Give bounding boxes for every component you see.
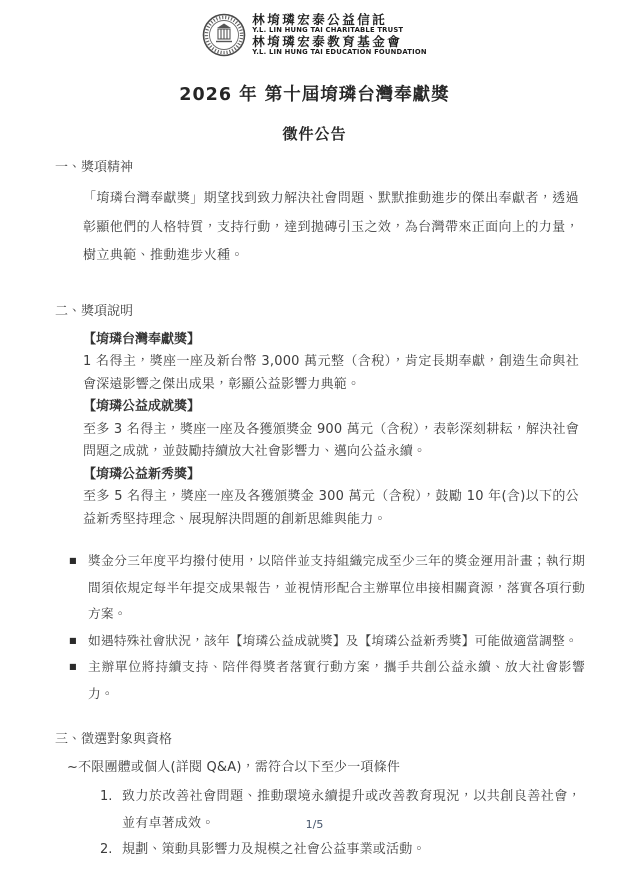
section-heading-award-spirit: 一、獎項精神	[55, 160, 134, 175]
award-list	[0, 329, 629, 532]
award-notes-list	[0, 548, 629, 707]
square-bullet-icon: ■	[69, 662, 77, 671]
criterion-social-improvement: 致力於改善社會問題、推動環境永續提升或改善教育現況，以共創良善社會，並有卓著成效。	[122, 789, 581, 831]
section-heading-award-description: 二、獎項說明	[55, 303, 134, 319]
note-organizer-support: 主辦單位將持續支持、陪伴得獎者落實行動方案，攜手共創公益永續、放大社會影響力。	[88, 659, 585, 701]
page-number: 1/5	[305, 818, 324, 831]
award-spirit-paragraph: 「堉璘台灣奉獻獎」期望找到致力解決社會問題、默默推動進步的傑出奉獻者，透過彰顯他們的人格特質，支持行動，達到拋磚引玉之效，為台灣帶來正面向上的力量，樹立典範、推動進步火種。	[83, 191, 579, 263]
list-item	[69, 654, 585, 707]
logo-foundation-name-zh: 林堉璘宏泰教育基金會	[252, 34, 403, 49]
criterion-public-welfare: 規劃、策動具影響力及規模之社會公益事業或活動。	[122, 842, 426, 857]
list-item	[69, 548, 585, 628]
list-item	[100, 837, 581, 864]
list-item-number: 2.	[100, 842, 113, 857]
award-desc-charity-rising-star: 至多 5 名得主，獎座一座及各獲頒獎金 300 萬元（含稅），鼓勵 10 年(含)以下的公益新秀堅持理念、展現解決問題的創新思維與能力。	[83, 489, 579, 527]
award-name-charity-rising-star: 【堉璘公益新秀獎】	[83, 466, 201, 482]
logo-trust-name-zh: 林堉璘宏泰公益信託	[252, 12, 388, 28]
note-grant-disbursement: 獎金分三年度平均撥付使用，以陪伴並支持組織完成至少三年的獎金運用計畫；執行期間須依規定每半年提交成果報告，並視情形配合主辦單位串接相關資源，落實各項行動方案。	[88, 553, 585, 621]
document-subtitle: 徵件公告	[282, 125, 347, 143]
award-name-charity-achievement: 【堉璘公益成就獎】	[83, 399, 201, 414]
foundation-seal-icon	[202, 13, 246, 57]
award-desc-charity-achievement: 至多 3 名得主，獎座一座及各獲頒獎金 900 萬元（含稅），表彰深刻耕耘，解決社會問題之成就，並鼓勵持續放大社會影響力、邁向公益永續。	[83, 421, 579, 459]
document-title: 2026 年 第十屆堉璘台灣奉獻獎	[179, 85, 450, 105]
award-desc-taiwan-dedication: 1 名得主，獎座一座及新台幣 3,000 萬元整（含稅），肯定長期奉獻，創造生命與社會深遠影響之傑出成果，彰顯公益影響力典範。	[83, 354, 579, 392]
section-heading-eligibility: 三、徵選對象與資格	[55, 732, 173, 747]
eligibility-intro: ~不限團體或個人(詳閱 Q&A)，需符合以下至少一項條件	[67, 760, 401, 775]
square-bullet-icon: ■	[69, 635, 77, 645]
list-item	[69, 628, 585, 655]
logo-foundation-name-en: Y.L. LIN HUNG TAI EDUCATION FOUNDATION	[252, 48, 427, 56]
award-name-taiwan-dedication: 【堉璘台灣奉獻獎】	[83, 331, 201, 347]
header-logo	[0, 0, 629, 57]
square-bullet-icon: ■	[69, 556, 77, 565]
logo-text-block	[252, 13, 426, 56]
logo-trust-name-en: Y.L. LIN HUNG TAI CHARITABLE TRUST	[252, 26, 404, 35]
note-special-circumstances: 如遇特殊社會狀況，該年【堉璘公益成就獎】及【堉璘公益新秀獎】可能做適當調整。	[88, 632, 578, 648]
list-item-number: 1.	[100, 789, 113, 804]
